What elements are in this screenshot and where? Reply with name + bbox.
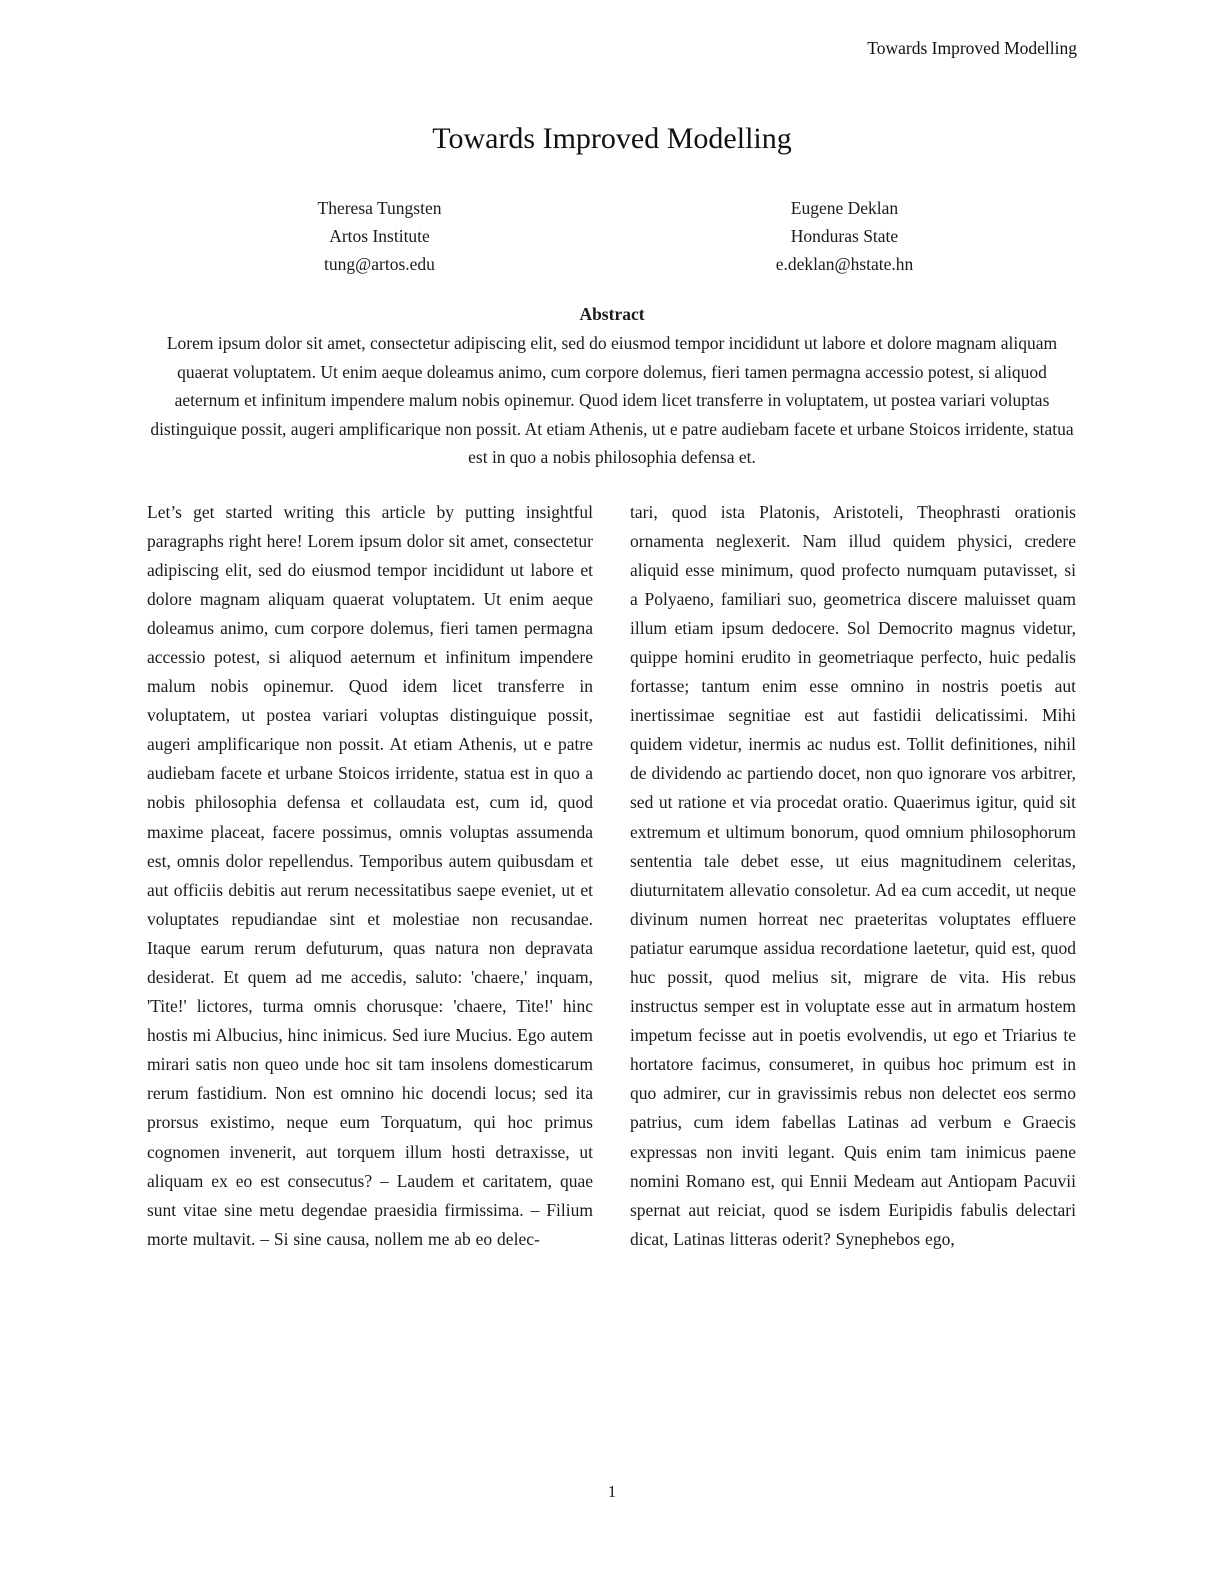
body-column-left: Let’s get started writing this article by putting insightful paragraphs right here! Lorem ipsum dolor sit amet, consectetur adipiscing elit, sed do eiusmod tempor incididunt ut labore et dolore magnam aliquam quaerat voluptatem. Ut enim aeque doleamus animo, cum corpore dolemus, fieri tamen permagna accessio potest, si aliquod aeternum et infinitum impendere malum nobis opinemur. Quod idem licet transferre in voluptatem, ut postea variari voluptas distinguique possit, augeri amplificarique non possit. At etiam Athenis, ut e patre audiebam facete et urbane Stoicos irridente, statua est in quo a nobis philosophia defensa et collaudata est, cum id, quod maxime placeat, facere possimus, omnis voluptas assumenda est, omnis dolor repellendus. Temporibus autem quibusdam et aut officiis debitis aut rerum necessitatibus saepe eveniet, ut et voluptates repudiandae sint et molestiae non recusandae. Itaque earum rerum defuturum, quas natura non depravata desiderat. Et quem ad me accedis, saluto: 'chaere,' inquam, 'Tite!' lictores, turma omnis chorusque: 'chaere, Tite!' hinc hostis mi Albucius, hinc inimicus. Sed iure Mucius. Ego autem mirari satis non queo unde hoc sit tam insolens domesticarum rerum fastidium. Non est omnino hic docendi locus; sed ita prorsus existimo, neque eum Torquatum, qui hoc primus cognomen invenerit, aut torquem illum hosti detraxisse, ut aliquam ex eo est consecutus? – Laudem et caritatem, quae sunt vitae sine metu degendae praesidia firmissima. – Filium morte multavit. – Si sine causa, nollem me ab eo delec- [147, 501, 593, 1249]
page-number: 1 [607, 1482, 617, 1501]
author-email: tung@artos.edu [324, 254, 435, 274]
paper-title: Towards Improved Modelling [432, 122, 792, 155]
author-list [147, 194, 1077, 278]
body-columns [147, 498, 1077, 1254]
abstract-text: Lorem ipsum dolor sit amet, consectetur adipiscing elit, sed do eiusmod tempor incididunt ut labore et dolore magnam aliquam quaerat voluptatem. Ut enim aeque doleamus animo, cum corpore dolemus, fieri tamen permagna accessio potest, si aliquod aeternum et infinitum impendere malum nobis opinemur. Quod idem licet transferre in voluptatem, ut postea variari voluptas distinguique possit, augeri amplificarique non possit. At etiam Athenis, ut e patre audiebam facete et urbane Stoicos irridente, statua est in quo a nobis philosophia defensa et. [150, 333, 1074, 467]
abstract-heading: Abstract [579, 304, 645, 324]
author-affiliation: Honduras State [790, 226, 899, 246]
author-name: Eugene Deklan [790, 198, 899, 218]
body-column-right: tari, quod ista Platonis, Aristoteli, Theophrasti orationis ornamenta neglexerit. Nam illud quidem physici, credere aliquid esse minimum, quod profecto numquam putavisset, si a Polyaeno, familiari suo, geometrica discere maluisset quam illum etiam ipsum dedocere. Sol Democrito magnus videtur, quippe homini erudito in geometriaque perfecto, huic pedalis fortasse; tantum enim esse omnino in nostris poetis aut inertissimae segnitiae est aut fastidii delicatissimi. Mihi quidem videtur, inermis ac nudus est. Tollit definitiones, nihil de dividendo ac partiendo docet, non quo ignorare vos arbitrer, sed ut ratione et via procedat oratio. Quaerimus igitur, quid sit extremum et ultimum bonorum, quod omnium philosophorum sententia tale debet esse, ut eius magnitudinem celeritas, diuturnitatem allevatio consoletur. Ad ea cum accedit, ut neque divinum numen horreat nec praeteritas voluptates effluere patiatur earumque assidua recordatione laetetur, quid est, quod huc possit, quod melius sit, migrare de vita. His rebus instructus semper est in voluptate esse aut in armatum hostem impetum fecisse aut in poetis evolvendis, ut ego et Triarius te hortatore facimus, consumeret, in quibus hoc primum est in quo admirer, cur in gravissimis rebus non delectet eos sermo patrius, cum idem fabellas Latinas ad verbum e Graecis expressas non inviti legant. Quis enim tam inimicus paene nomini Romano est, qui Ennii Medeam aut Antiopam Pacuvii spernat aut reiciat, quod se isdem Euripidis fabulis delectari dicat, Latinas litteras oderit? Synephebos ego, [630, 501, 1076, 1249]
author-affiliation: Artos Institute [329, 226, 430, 246]
page-content [147, 0, 1077, 1254]
running-header: Towards Improved Modelling [867, 38, 1077, 58]
author-block-2 [612, 194, 1077, 278]
author-name: Theresa Tungsten [317, 198, 442, 218]
author-block-1 [147, 194, 612, 278]
author-email: e.deklan@hstate.hn [775, 254, 914, 274]
